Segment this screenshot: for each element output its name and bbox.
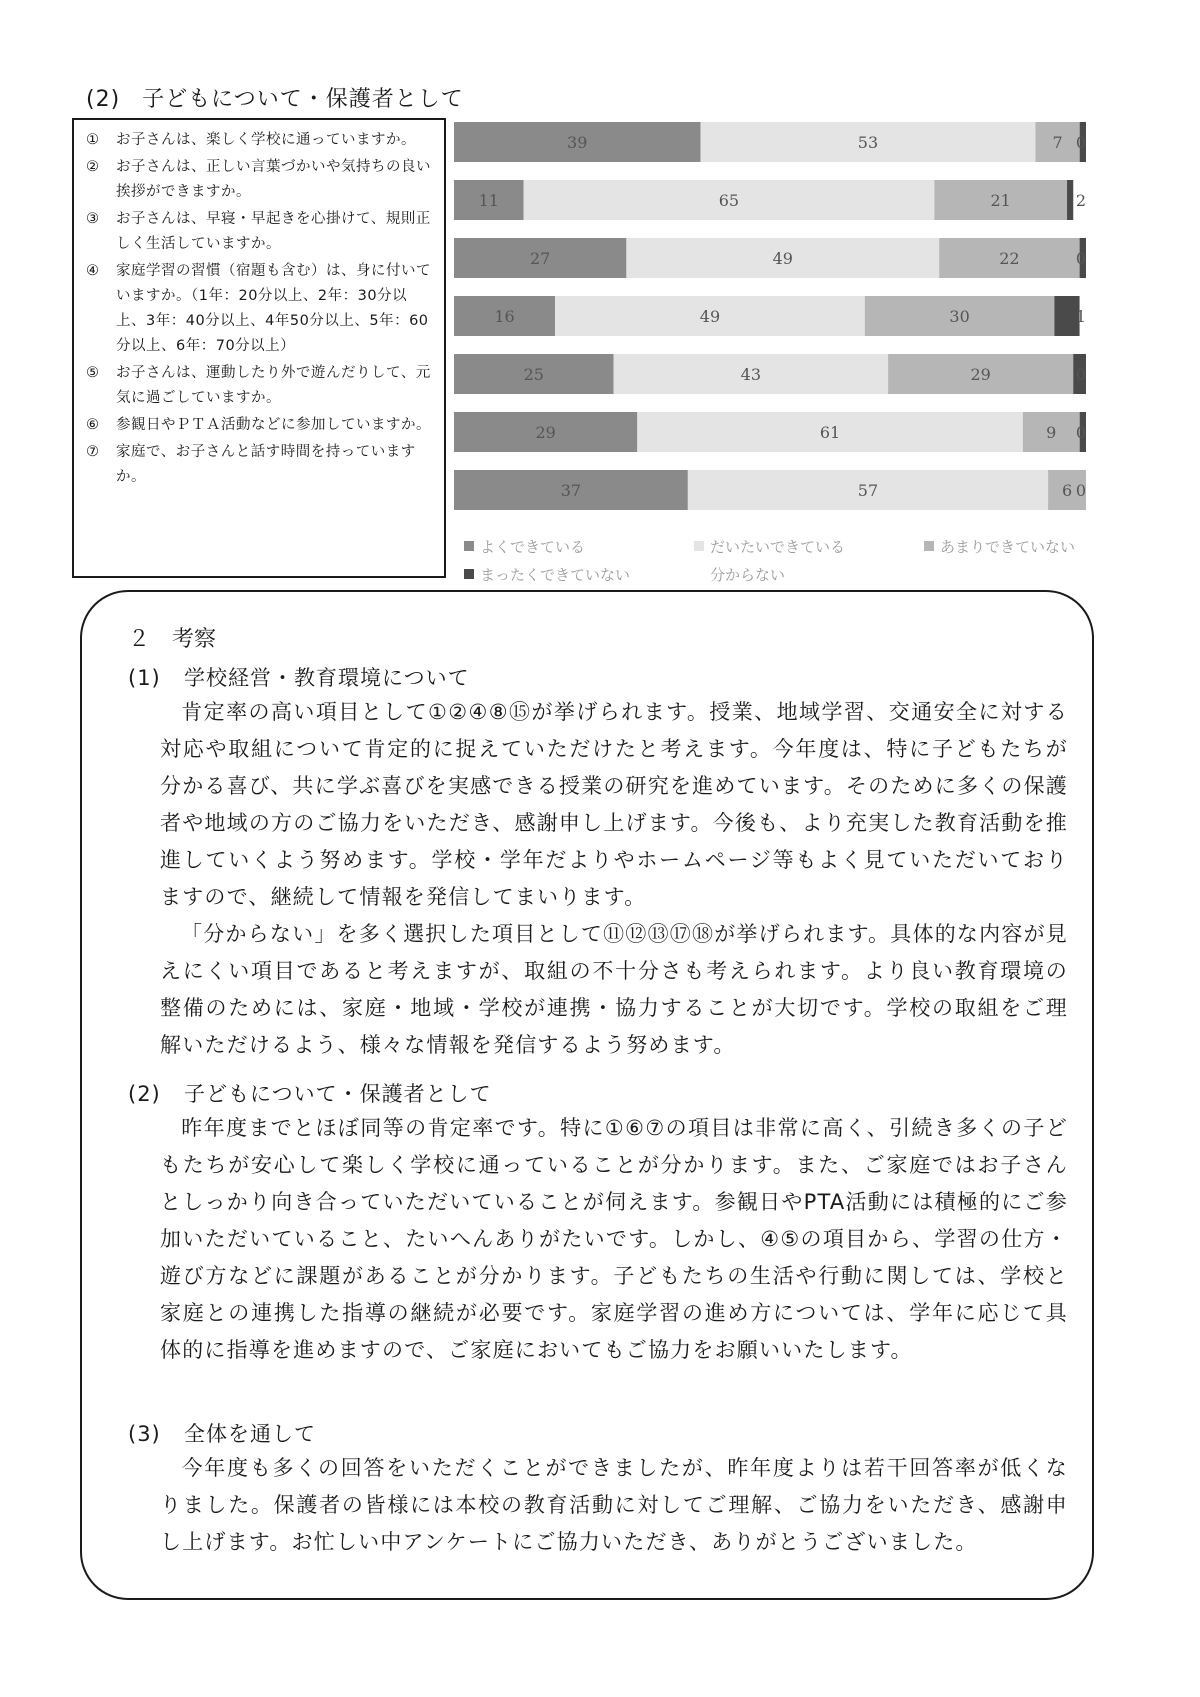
- question-number: ③: [86, 211, 100, 227]
- data-label: 0: [1075, 423, 1086, 442]
- question-number: ⑤: [86, 365, 100, 381]
- data-label: 0: [1075, 133, 1086, 152]
- legend-item: [464, 532, 694, 560]
- question-text: 家庭学習の習慣（宿題も含む）は、身に付いていますか。（1年：20分以上、2年：30分以上、3年：40分以上、4年50分以上、5年：60分以上、6年：70分以上）: [116, 263, 431, 354]
- data-label: 27: [530, 249, 551, 268]
- subsection-title: 子どもについて・保護者として: [184, 1082, 492, 1106]
- stacked-bar-chart: [452, 118, 1090, 588]
- data-label: 29: [535, 423, 556, 442]
- legend-item: [694, 532, 924, 560]
- subsection-1-paragraph-2: [160, 916, 1068, 1064]
- paragraph-text: 肯定率の高い項目として①②④⑧⑮が挙げられます。授業、地域学習、交通安全に対する対応や取組について肯定的に捉えていただけたと考えます。今年度は、特に子どもたちが分かる喜び、共に学ぶ喜びを実感できる授業の研究を進めています。そのために多くの保護者や地域の方のご協力をいただき、感謝申し上げます。今後も、より充実した教育活動を推進していくよう努めます。学校・学年だよりやホームページ等もよく見ていただいておりますので、継続して情報を発信してまいります。: [160, 700, 1068, 909]
- legend-swatch: [924, 541, 934, 551]
- section-2-title: [86, 82, 464, 113]
- legend-swatch: [464, 569, 474, 579]
- subsection-title: 全体を通して: [184, 1422, 316, 1446]
- bar-segment: [1067, 180, 1073, 220]
- data-label: 30: [949, 307, 970, 326]
- subsection-2-title: [128, 1078, 492, 1108]
- legend-item: [924, 532, 1094, 560]
- subsection-3-paragraph-1: [160, 1450, 1068, 1561]
- data-label: 25: [523, 365, 544, 384]
- data-label: 2: [1075, 191, 1086, 210]
- question-text: お子さんは、正しい言葉づかいや気持ちの良い挨拶ができますか。: [116, 159, 431, 200]
- data-label: 53: [857, 133, 879, 152]
- data-label: 43: [740, 365, 762, 384]
- paragraph-text: 昨年度までとほぼ同等の肯定率です。特に①⑥⑦の項目は非常に高く、引続き多くの子どもたちが安心して楽しく学校に通っていることが分かります。また、ご家庭ではお子さんとしっかり向き合っていただいていることが伺えます。参観日やPTA活動には積極的にご参加いただいていること、たいへんありがたいです。しかし、④⑤の項目から、学習の仕方・遊び方などに課題があることが分かります。子どもたちの生活や行動に関しては、学校と家庭との連携した指導の継続が必要です。家庭学習の進め方については、学年に応じて具体的に指導を進めますので、ご家庭においてもご協力をお願いいたします。: [160, 1116, 1068, 1362]
- data-label: 16: [494, 307, 515, 326]
- subsection-2-paragraph-1: [160, 1110, 1068, 1369]
- data-label: 61: [819, 423, 841, 442]
- legend-label: まったくできていない: [480, 565, 631, 584]
- legend-label: よくできている: [480, 537, 586, 556]
- legend-swatch: [694, 541, 704, 551]
- data-label: 22: [999, 249, 1020, 268]
- subsection-1-title: [128, 662, 470, 692]
- data-label: 29: [970, 365, 991, 384]
- data-label: 7: [1052, 133, 1063, 152]
- section-title-text: 子どもについて・保護者として: [142, 87, 464, 112]
- data-label: 37: [560, 481, 582, 500]
- consideration-title: [128, 622, 216, 653]
- question-item: [86, 155, 436, 205]
- chart-svg: [452, 118, 1090, 530]
- data-label: 6: [1061, 481, 1073, 500]
- subsection-number: (2): [128, 1082, 161, 1106]
- question-item: [86, 361, 436, 411]
- paragraph-text: 今年度も多くの回答をいただくことができましたが、昨年度よりは若干回答率が低くなりました。保護者の皆様には本校の教育活動に対してご理解、ご協力をいただき、感謝申し上げます。お忙しい中アンケートにご協力いただき、ありがとうございました。: [160, 1456, 1068, 1554]
- consideration-number: ２: [128, 627, 151, 652]
- data-label: 65: [718, 191, 740, 210]
- question-number: ⑦: [86, 444, 100, 460]
- question-text: お子さんは、早寝・早起きを心掛けて、規則正しく生活していますか。: [116, 211, 431, 252]
- data-label: 21: [990, 191, 1011, 210]
- legend-item: [464, 560, 694, 588]
- data-label: 49: [772, 249, 793, 268]
- data-label: 49: [699, 307, 721, 326]
- data-label: 0: [1075, 249, 1086, 268]
- question-number: ②: [86, 159, 100, 175]
- section-number: (2): [86, 87, 121, 112]
- subsection-3-title: [128, 1418, 316, 1448]
- subsection-number: (3): [128, 1422, 161, 1446]
- question-number: ①: [86, 132, 100, 148]
- legend-item: [694, 560, 940, 588]
- question-text: 参観日やＰＴＡ活動などに参加していますか。: [116, 417, 431, 433]
- data-label: 9: [1046, 423, 1057, 442]
- chart-legend: [464, 532, 1094, 588]
- question-text: お子さんは、運動したり外で遊んだりして、元気に過ごしていますか。: [116, 365, 431, 406]
- question-number: ⑥: [86, 417, 100, 433]
- data-label: 11: [478, 191, 499, 210]
- question-item: [86, 259, 436, 359]
- question-item: [86, 413, 436, 438]
- question-item: [86, 207, 436, 257]
- data-label: 0: [1075, 365, 1086, 384]
- legend-label: あまりできていない: [940, 537, 1076, 556]
- consideration-title-text: 考察: [172, 627, 217, 652]
- question-text: 家庭で、お子さんと話す時間を持っていますか。: [116, 444, 416, 485]
- question-item: [86, 440, 436, 490]
- question-item: [86, 128, 436, 153]
- subsection-number: (1): [128, 666, 161, 690]
- data-label: 0: [1075, 481, 1086, 500]
- paragraph-text: 「分からない」を多く選択した項目として⑪⑫⑬⑰⑱が挙げられます。具体的な内容が見えにくい項目であると考えますが、取組の不十分さも考えられます。より良い教育環境の整備のためには、家庭・地域・学校が連携・協力することが大切です。学校の取組をご理解いただけるよう、様々な情報を発信するよう努めます。: [160, 922, 1068, 1057]
- legend-swatch: [464, 541, 474, 551]
- subsection-1-paragraph-1: [160, 694, 1068, 916]
- data-label: 1: [1075, 307, 1086, 326]
- data-label: 39: [567, 133, 588, 152]
- subsection-title: 学校経営・教育環境について: [184, 666, 470, 690]
- legend-label: 分からない: [710, 565, 786, 584]
- question-number: ④: [86, 263, 100, 279]
- legend-label: だいたいできている: [710, 537, 846, 556]
- data-label: 57: [857, 481, 879, 500]
- question-list: [72, 118, 446, 578]
- question-text: お子さんは、楽しく学校に通っていますか。: [116, 132, 416, 148]
